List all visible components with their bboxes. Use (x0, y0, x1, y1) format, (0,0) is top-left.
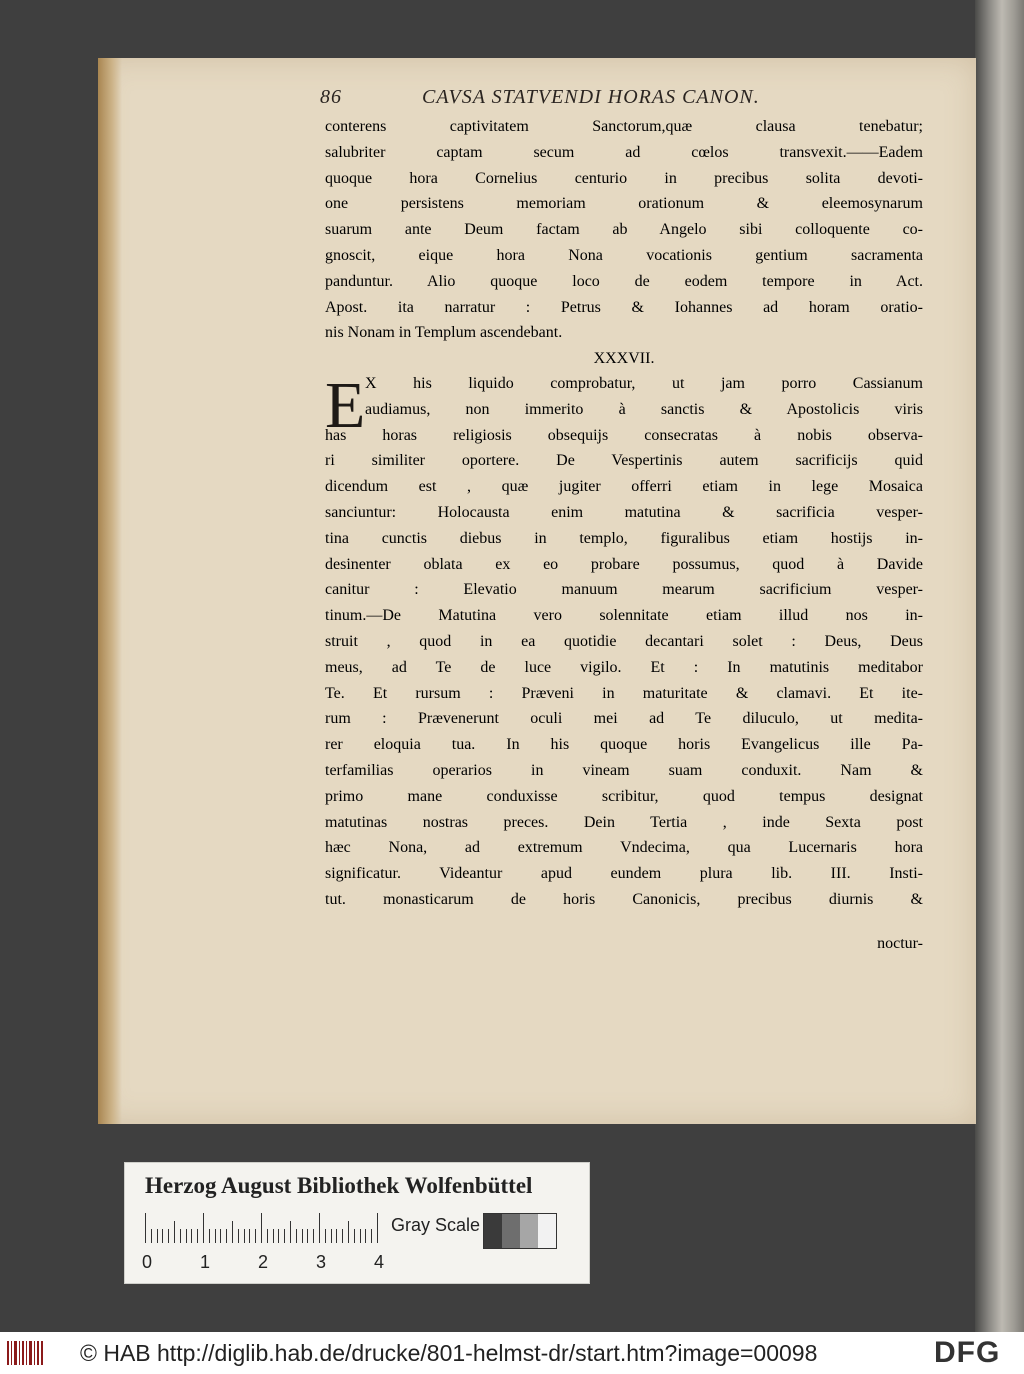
ruler-tick (371, 1229, 372, 1243)
ruler-tick (336, 1229, 337, 1243)
book-spine (975, 0, 1024, 1332)
text-line: significatur. Videantur apud eundem plura lib. III. Insti- (325, 865, 923, 883)
section-number: XXXVII. (593, 350, 655, 367)
text-line: matutinas nostras preces. Dein Tertia , inde Sexta post (325, 813, 923, 831)
ruler-tick (313, 1229, 314, 1243)
ruler-tick (232, 1221, 233, 1243)
text-line: desinenter oblata ex eo probare possumus, quod à Davide (325, 555, 923, 573)
ruler-tick (360, 1229, 361, 1243)
running-head (320, 86, 920, 116)
color-reference-card (124, 1162, 590, 1284)
text-line: struit , quod in ea quotidie decantari solet : Deus, Deus (325, 632, 923, 650)
text-line: meus, ad Te de luce vigilo. Et : In matutinis meditabor (325, 658, 923, 676)
text-line: hæc Nona, ad extremum Vndecima, qua Lucernaris hora (325, 839, 923, 857)
ruler-tick (331, 1229, 332, 1243)
ruler-tick (267, 1229, 268, 1243)
ruler-tick (255, 1229, 256, 1243)
text-line: X his liquido comprobatur, ut jam porro Cassianum (365, 375, 923, 392)
text-line: dicendum est , quæ jugiter offerri etiam in lege Mosaica (325, 478, 923, 496)
ruler-tick (162, 1229, 163, 1243)
ruler-number: 0 (142, 1252, 153, 1272)
gray-swatch (484, 1214, 502, 1248)
text-line: one persistens memoriam orationum & eleemosynarum (325, 195, 923, 213)
drop-cap: E (325, 369, 366, 442)
card-title: Herzog August Bibliothek Wolfenbüttel (145, 1173, 533, 1198)
ruler-tick (284, 1229, 285, 1243)
text-line: has horas religiosis obsequijs consecratas à nobis observa- (325, 426, 923, 444)
ruler-number: 3 (316, 1252, 327, 1272)
ruler-tick (302, 1229, 303, 1243)
text-line: panduntur. Alio quoque loco de eodem tempore in Act. (325, 272, 923, 290)
text-line: audiamus, non immerito à sanctis & Apostolicis viris (365, 400, 923, 418)
ruler-number: 1 (200, 1252, 211, 1272)
ruler-tick (244, 1229, 245, 1243)
text-line: primo mane conduxisse scribitur, quod tempus designat (325, 787, 923, 805)
ruler-tick (278, 1229, 279, 1243)
ruler-number: 4 (374, 1252, 385, 1272)
gray-swatch (538, 1214, 556, 1248)
text-line: rer eloquia tua. In his quoque horis Evangelicus ille Pa- (325, 736, 923, 754)
ruler-tick (307, 1229, 308, 1243)
ruler-tick (168, 1229, 169, 1243)
text-line: gnoscit, eique hora Nona vocationis gentium sacramenta (325, 246, 923, 264)
page-number: 86 (320, 86, 342, 108)
ruler-tick (365, 1229, 366, 1243)
footer-copyright-url[interactable]: © HAB http://diglib.hab.de/drucke/801-helmst-dr/start.htm?image=00098 (80, 1340, 818, 1366)
ruler-tick (203, 1213, 204, 1243)
ruler-tick (238, 1229, 239, 1243)
section-heading (325, 350, 923, 376)
ruler-tick (180, 1229, 181, 1243)
ruler-tick (342, 1229, 343, 1243)
text-line: tinum.—De Matutina vero solennitate etiam illud nos in- (325, 607, 923, 625)
dfg-logo: DFG (934, 1336, 1001, 1369)
ruler-tick (377, 1213, 378, 1243)
hab-barcode-logo-icon (6, 1338, 46, 1368)
text-line: suarum ante Deum factam ab Angelo sibi colloquente co- (325, 221, 923, 239)
ruler-tick (209, 1229, 210, 1243)
text-line: Apost. ita narratur : Petrus & Iohannes ad horam oratio- (325, 298, 923, 316)
text-line: canitur : Elevatio manuum mearum sacrificium vesper- (325, 581, 923, 599)
gray-scale-swatches (483, 1213, 557, 1249)
text-line: terfamilias operarios in vineam suam conduxit. Nam & (325, 761, 923, 779)
ruler-tick (273, 1229, 274, 1243)
text-line: sanciuntur: Holocausta enim matutina & sacrificia vesper- (325, 503, 923, 521)
ruler-tick (261, 1213, 262, 1243)
ruler-tick (157, 1229, 158, 1243)
ruler-tick (348, 1221, 349, 1243)
ruler-tick (296, 1229, 297, 1243)
text-line: Te. Et rursum : Præveni in maturitate & clamavi. Et ite- (325, 684, 923, 702)
text-line: tina cunctis diebus in templo, figuralibus etiam hostijs in- (325, 529, 923, 547)
ruler-tick (354, 1229, 355, 1243)
catchword: noctur- (877, 935, 923, 952)
paragraph-before (325, 118, 923, 350)
ruler-tick (220, 1229, 221, 1243)
ruler-tick (186, 1229, 187, 1243)
text-line: ri similiter oportere. De Vespertinis autem sacrificijs quid (325, 452, 923, 470)
ruler-tick (325, 1229, 326, 1243)
gray-scale-label: Gray Scale (391, 1215, 481, 1235)
ruler-tick (215, 1229, 216, 1243)
gray-swatch (502, 1214, 520, 1248)
text-line: tut. monasticarum de horis Canonicis, precibus diurnis & (325, 890, 923, 908)
page-edge (98, 58, 122, 1124)
ruler-tick (249, 1229, 250, 1243)
ruler-tick (174, 1221, 175, 1243)
text-line: conterens captivitatem Sanctorum,quæ clausa tenebatur; (325, 118, 923, 135)
text-line: salubriter captam secum ad cœlos transvexit.——Eadem (325, 143, 923, 161)
text-line: nis Nonam in Templum ascendebant. (325, 324, 563, 342)
ruler-tick (197, 1229, 198, 1243)
ruler-tick (145, 1213, 146, 1243)
running-head-title: CAVSA STATVENDI HORAS CANON. (422, 86, 760, 108)
ruler-tick (191, 1229, 192, 1243)
text-line: quoque hora Cornelius centurio in precibus solita devoti- (325, 169, 923, 187)
text-line: rum : Prævenerunt oculi mei ad Te diluculo, ut medita- (325, 710, 923, 728)
footer-bar (0, 1332, 1024, 1374)
catchword-line (325, 935, 923, 961)
ruler-tick (319, 1213, 320, 1243)
ruler-tick (151, 1229, 152, 1243)
ruler-tick (226, 1229, 227, 1243)
ruler-tick (290, 1221, 291, 1243)
paragraph-after (325, 369, 923, 917)
gray-swatch (520, 1214, 538, 1248)
ruler-scale (145, 1213, 385, 1243)
ruler-number: 2 (258, 1252, 269, 1272)
